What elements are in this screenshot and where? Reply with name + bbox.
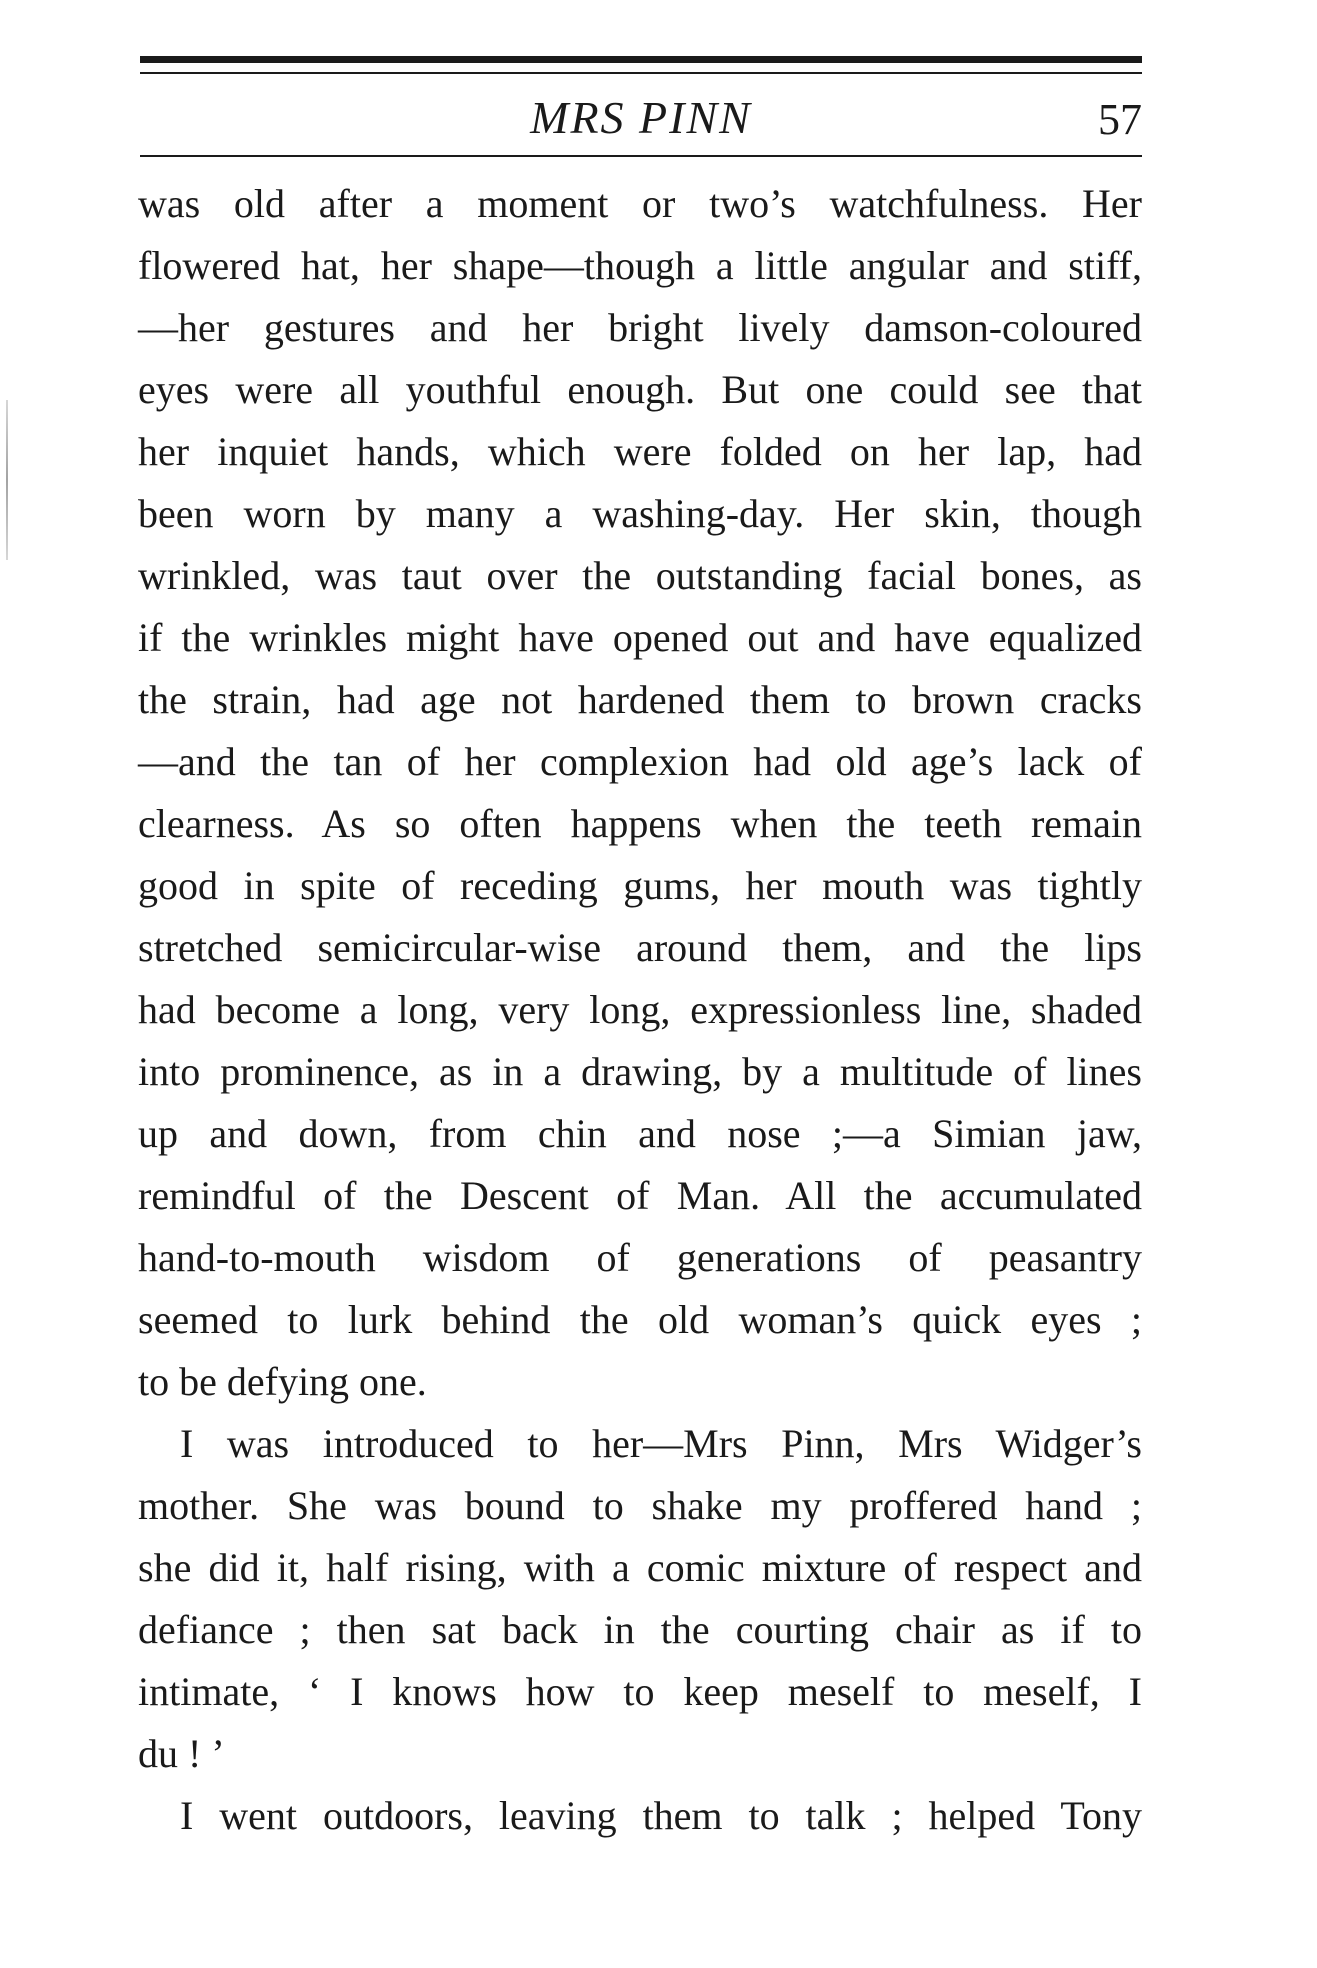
text-line: seemed to lurk behind the old woman’s quick eyes ; bbox=[138, 1297, 1142, 1342]
text-line: —her gestures and her bright lively damson-coloured bbox=[138, 305, 1142, 350]
text-line: flowered hat, her shape—though a little angular and stiff, bbox=[138, 243, 1142, 288]
text-line: wrinkled, was taut over the outstanding facial bones, as bbox=[138, 553, 1142, 598]
binding-shadow bbox=[6, 400, 8, 560]
text-line: good in spite of receding gums, her mouth was tightly bbox=[138, 863, 1142, 908]
running-title: MRS PINN bbox=[530, 92, 752, 143]
text-line: I was introduced to her—Mrs Pinn, Mrs Widger’s bbox=[180, 1421, 1142, 1466]
text-line: the strain, had age not hardened them to brown cracks bbox=[138, 677, 1142, 722]
text-line: if the wrinkles might have opened out and have equalized bbox=[138, 615, 1142, 660]
text-line: up and down, from chin and nose ;—a Simian jaw, bbox=[138, 1111, 1142, 1156]
text-line: had become a long, very long, expressionless line, shaded bbox=[138, 987, 1142, 1032]
text-line: stretched semicircular-wise around them, and the lips bbox=[138, 925, 1142, 970]
text-line: her inquiet hands, which were folded on her lap, had bbox=[138, 429, 1142, 474]
text-line: hand-to-mouth wisdom of generations of peasantry bbox=[138, 1235, 1142, 1280]
text-line: intimate, ‘ I knows how to keep meself to meself, I bbox=[138, 1669, 1142, 1714]
header-rule-thin bbox=[140, 72, 1142, 74]
text-line: to be defying one. bbox=[138, 1359, 427, 1404]
text-line: mother. She was bound to shake my proffered hand ; bbox=[138, 1483, 1142, 1528]
text-line: remindful of the Descent of Man. All the accumulated bbox=[138, 1173, 1142, 1218]
text-line: I went outdoors, leaving them to talk ; helped Tony bbox=[180, 1793, 1142, 1838]
text-line: du ! ’ bbox=[138, 1731, 225, 1776]
body-text bbox=[138, 173, 1142, 1847]
text-line: was old after a moment or two’s watchfulness. Her bbox=[138, 181, 1142, 226]
page-number: 57 bbox=[1098, 95, 1142, 144]
text-line: she did it, half rising, with a comic mixture of respect and bbox=[138, 1545, 1142, 1590]
running-head bbox=[140, 88, 1142, 148]
text-line: defiance ; then sat back in the courting chair as if to bbox=[138, 1607, 1142, 1652]
text-line: into prominence, as in a drawing, by a multitude of lines bbox=[138, 1049, 1142, 1094]
text-line: eyes were all youthful enough. But one could see that bbox=[138, 367, 1142, 412]
text-line: been worn by many a washing-day. Her skin, though bbox=[138, 491, 1142, 536]
text-line: clearness. As so often happens when the teeth remain bbox=[138, 801, 1142, 846]
text-line: —and the tan of her complexion had old age’s lack of bbox=[138, 739, 1142, 784]
header-rule-thick bbox=[140, 56, 1142, 63]
header-rule-bottom bbox=[140, 155, 1142, 157]
